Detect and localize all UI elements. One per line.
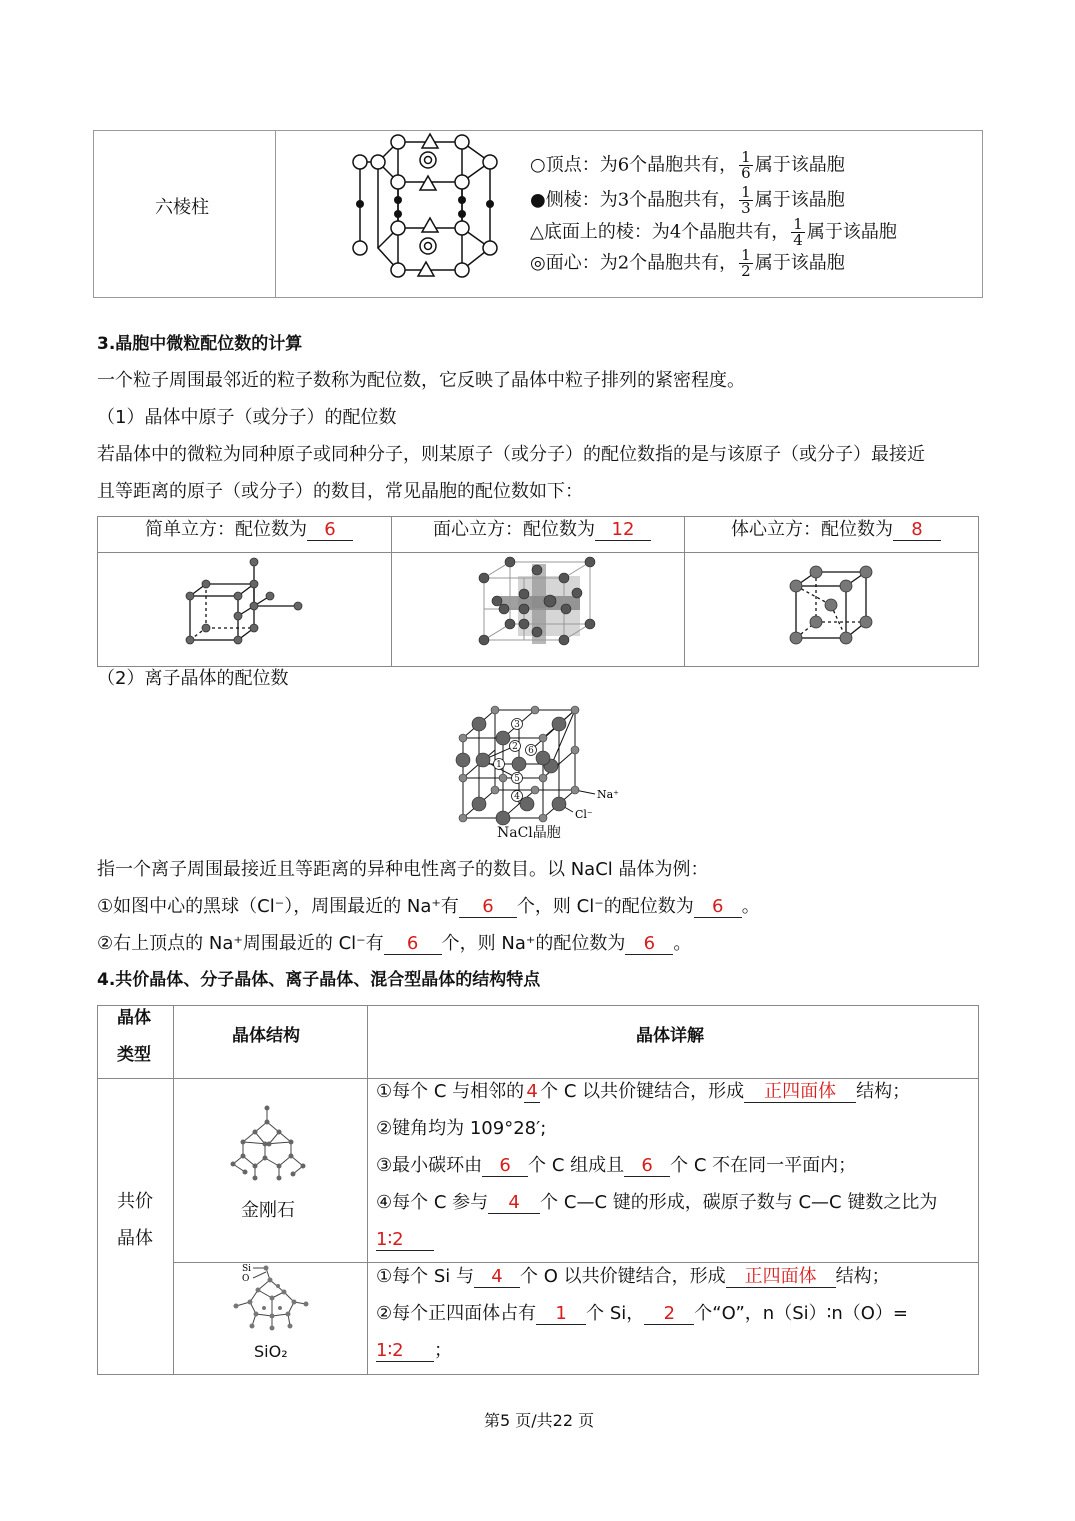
s4-vline-2: [367, 1005, 368, 1375]
question2: [97, 932, 691, 956]
page-footer: 第5 页/共22 页: [484, 1411, 595, 1430]
sio2-caption: SiO₂: [254, 1342, 288, 1361]
sio2-figure: [228, 1262, 313, 1334]
bcc-figure: [780, 556, 880, 656]
s1-text-c: 结构；: [835, 1266, 890, 1287]
hexagonal-prism-label: 六棱柱: [155, 197, 209, 218]
legend-row-face-center: [530, 248, 845, 279]
nacl-num-1: 1: [496, 760, 502, 770]
coord-table-vline-1: [391, 516, 392, 667]
header-structure: 晶体结构: [232, 1026, 300, 1046]
vertex-marker: ○: [530, 154, 546, 176]
fcc-label: [433, 518, 651, 542]
legend-row-vertex: [530, 150, 845, 181]
si-label: Si: [242, 1264, 252, 1274]
legend-text: 侧棱：为3个晶胞共有，: [545, 189, 738, 211]
header-type-b: 类型: [117, 1045, 151, 1065]
s4-vline-1: [173, 1005, 174, 1375]
legend-text: 底面上的棱：为4个晶胞共有，: [543, 221, 790, 243]
fraction: $\frac{1}{4}$: [793, 215, 803, 249]
s3-text-c: ；: [434, 1340, 452, 1361]
nacl-num-4: 4: [514, 792, 520, 802]
nacl-num-5: 5: [514, 774, 520, 784]
coord-table-hline: [97, 552, 979, 553]
d1-blank-1: 4: [524, 1082, 540, 1103]
base-edge-marker: △: [530, 221, 544, 243]
s2-blank-2: 2: [644, 1304, 694, 1325]
s1-blank-1: 4: [474, 1267, 520, 1288]
diamond-line4: [376, 1191, 937, 1215]
s2-text-b: 个 Si，: [586, 1303, 645, 1324]
d1-text-c: 结构；: [856, 1081, 911, 1102]
fraction: $\frac{1}{6}$: [741, 148, 751, 182]
fraction: $\frac{1}{3}$: [741, 183, 751, 217]
d3-blank-2: 6: [624, 1156, 670, 1177]
legend-suffix: 属于该晶胞: [754, 154, 845, 176]
header-detail: 晶体详解: [636, 1026, 704, 1046]
d4-blank-1: 4: [488, 1193, 540, 1214]
sio2-line2: [376, 1302, 908, 1326]
q1-blank-2: 6: [694, 897, 742, 918]
d1-blank-2: 正四面体: [744, 1082, 856, 1103]
row-type-a: 共价: [117, 1191, 153, 1212]
s2-blank-1: 1: [536, 1304, 586, 1325]
diamond-line1: [376, 1080, 910, 1104]
diamond-line2: ②键角均为 109°28′;: [376, 1118, 547, 1139]
d4-text-b: 个 C—C 键的形成，碳原子数与 C—C 键数之比为: [540, 1192, 938, 1213]
d3-text-a: ③最小碳环由: [376, 1155, 483, 1176]
na-label: Na⁺: [597, 788, 619, 801]
s4-hline-1: [97, 1078, 979, 1079]
q1-blank-1: 6: [459, 897, 517, 918]
q2-text-c: 。: [673, 933, 692, 954]
diamond-figure: [225, 1104, 315, 1182]
d4-text-a: ④每个 C 参与: [376, 1192, 489, 1213]
section3-sub2: （2）离子晶体的配位数: [97, 668, 289, 689]
bcc-text: 体心立方：配位数为: [731, 519, 893, 540]
fcc-figure: [470, 556, 605, 656]
diamond-caption: 金刚石: [241, 1200, 295, 1221]
d3-blank-1: 6: [482, 1156, 528, 1177]
fraction: $\frac{1}{2}$: [741, 246, 751, 280]
q2-blank-2: 6: [625, 934, 673, 955]
q1-text-b: 个，则 Cl⁻的配位数为: [516, 896, 694, 917]
legend-text: 顶点：为6个晶胞共有，: [545, 154, 738, 176]
s1-text-b: 个 O 以共价键结合，形成: [520, 1266, 726, 1287]
q2-text-b: 个，则 Na⁺的配位数为: [441, 933, 626, 954]
simple-cubic-text: 简单立方：配位数为: [145, 519, 307, 540]
s1-blank-2: 正四面体: [726, 1267, 836, 1288]
section3-heading: 3.晶胞中微粒配位数的计算: [97, 334, 303, 354]
legend-suffix: 属于该晶胞: [806, 221, 897, 243]
question1: [97, 895, 760, 919]
cl-label: Cl⁻: [575, 808, 593, 821]
section3-sub1: （1）晶体中原子（或分子）的配位数: [97, 407, 397, 428]
face-center-marker: ◎: [530, 252, 546, 274]
d3-text-b: 个 C 组成且: [528, 1155, 625, 1176]
q2-blank-1: 6: [384, 934, 442, 955]
fcc-text: 面心立方：配位数为: [433, 519, 595, 540]
s3-blank: 1∶2: [376, 1341, 434, 1362]
o-label: O: [242, 1274, 250, 1284]
legend-suffix: 属于该晶胞: [754, 252, 845, 274]
side-edge-marker: ●: [530, 189, 546, 211]
d1-text-b: 个 C 以共价键结合，形成: [540, 1081, 745, 1102]
nacl-num-3: 3: [514, 720, 520, 730]
section3-paragraph2a: 若晶体中的微粒为同种原子或同种分子，则某原子（或分子）的配位数指的是与该原子（或分子）最接近: [97, 444, 925, 465]
top-table-divider: [275, 130, 276, 298]
sio2-line1: [376, 1265, 890, 1289]
q1-text-a: ①如图中心的黑球（Cl⁻），周围最近的 Na⁺有: [97, 896, 459, 917]
nacl-caption: NaCl晶胞: [497, 825, 561, 841]
fcc-value: 12: [595, 520, 651, 541]
bcc-value: 8: [893, 520, 941, 541]
row-type-b: 晶体: [117, 1228, 153, 1249]
q2-text-a: ②右上顶点的 Na⁺周围最近的 Cl⁻有: [97, 933, 384, 954]
d1-text-a: ①每个 C 与相邻的: [376, 1081, 525, 1102]
sio2-line3: [376, 1339, 452, 1363]
section3-paragraph3: 指一个离子周围最接近且等距离的异种电性离子的数目。以 NaCl 晶体为例：: [97, 859, 709, 880]
diamond-line5: [376, 1228, 434, 1252]
simple-cubic-value: 6: [307, 520, 353, 541]
s1-text-a: ①每个 Si 与: [376, 1266, 475, 1287]
bcc-label: [731, 518, 941, 542]
q1-text-c: 。: [741, 896, 760, 917]
simple-cubic-figure: [180, 556, 310, 656]
legend-row-side-edge: [530, 185, 845, 216]
d3-text-c: 个 C 不在同一平面内；: [670, 1155, 857, 1176]
legend-suffix: 属于该晶胞: [754, 189, 845, 211]
nacl-num-6: 6: [528, 746, 534, 756]
s2-text-a: ②每个正四面体占有: [376, 1303, 537, 1324]
section4-heading: 4.共价晶体、分子晶体、离子晶体、混合型晶体的结构特点: [97, 970, 541, 990]
d5-blank: 1∶2: [376, 1230, 434, 1251]
s2-text-c: 个“O”，n（Si）∶n（O）=: [694, 1303, 908, 1324]
coord-table-vline-2: [684, 516, 685, 667]
section3-paragraph1: 一个粒子周围最邻近的粒子数称为配位数，它反映了晶体中粒子排列的紧密程度。: [97, 370, 745, 391]
legend-text: 面心：为2个晶胞共有，: [545, 252, 738, 274]
diamond-line3: [376, 1154, 856, 1178]
nacl-num-2: 2: [512, 742, 518, 752]
section3-paragraph2b: 且等距离的原子（或分子）的数目，常见晶胞的配位数如下：: [97, 481, 583, 502]
legend-row-base-edge: [530, 217, 897, 248]
simple-cubic-label: [145, 518, 353, 542]
hexagonal-prism-figure: [350, 130, 510, 290]
header-type-a: 晶体: [117, 1008, 151, 1028]
